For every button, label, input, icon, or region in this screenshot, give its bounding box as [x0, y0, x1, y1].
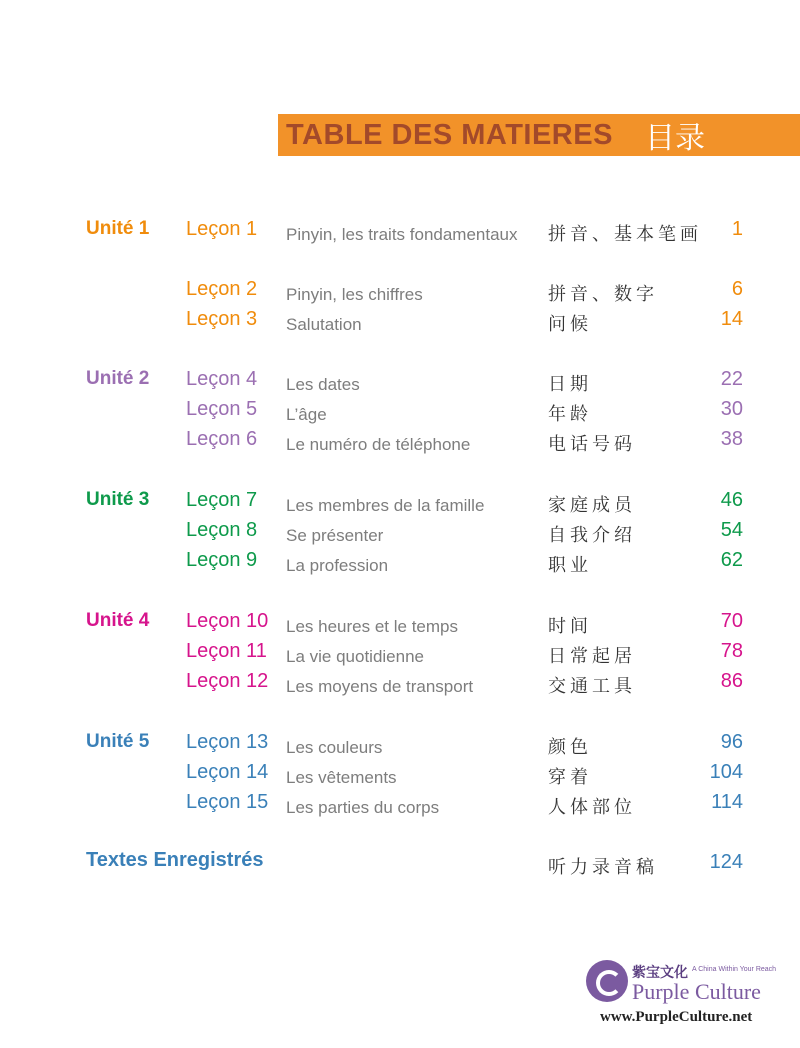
- lesson-title-chinese: 穿着: [548, 767, 592, 788]
- page-title-chinese: 目录: [644, 121, 705, 156]
- unit-label: Unité 2: [86, 368, 150, 389]
- toc-row[interactable]: [0, 789, 800, 819]
- page-number: 96: [720, 731, 743, 753]
- toc-row[interactable]: [0, 216, 800, 246]
- toc-row[interactable]: [0, 396, 800, 426]
- lesson-title-chinese: 拼音、数字: [548, 284, 658, 305]
- toc-row[interactable]: [0, 517, 800, 547]
- lesson-label: Leçon 11: [186, 640, 267, 662]
- watermark-tagline: A China Within Your Reach: [692, 966, 777, 973]
- textes-enregistres-chinese: 听力录音稿: [548, 857, 658, 878]
- unit-label: Unité 4: [86, 610, 150, 631]
- unit-label: Unité 1: [86, 218, 150, 239]
- lesson-title: Les parties du corps: [286, 798, 440, 817]
- lesson-label: Leçon 8: [186, 519, 258, 541]
- lesson-title-chinese: 日常起居: [548, 646, 636, 667]
- page-number: 14: [720, 308, 743, 330]
- page-number: 6: [731, 278, 743, 300]
- page-number: 70: [720, 610, 743, 632]
- page-number: 78: [720, 640, 743, 662]
- lesson-title-chinese: 自我介绍: [548, 525, 636, 546]
- lesson-label: Leçon 10: [186, 610, 269, 632]
- lesson-title: Les moyens de transport: [286, 677, 474, 696]
- lesson-label: Leçon 1: [186, 218, 258, 240]
- toc-row[interactable]: [0, 487, 800, 517]
- lesson-label: Leçon 9: [186, 549, 258, 571]
- toc-row[interactable]: [0, 729, 800, 759]
- lesson-label: Leçon 2: [186, 278, 258, 300]
- lesson-label: Leçon 15: [186, 791, 269, 813]
- title-banner: [278, 114, 800, 156]
- toc-row[interactable]: [0, 366, 800, 396]
- lesson-title-chinese: 拼音、基本笔画: [548, 224, 702, 245]
- unit-label: Unité 3: [86, 489, 150, 510]
- lesson-label: Leçon 12: [186, 670, 269, 692]
- toc-row[interactable]: [0, 668, 800, 698]
- lesson-title: L’âge: [286, 405, 327, 424]
- lesson-label: Leçon 14: [186, 761, 269, 783]
- lesson-title: Les vêtements: [286, 768, 397, 787]
- toc-row[interactable]: [0, 759, 800, 789]
- page-number: 114: [711, 791, 743, 813]
- lesson-title: Le numéro de téléphone: [286, 435, 471, 454]
- page-number: 62: [720, 549, 743, 571]
- lesson-label: Leçon 5: [186, 398, 258, 420]
- watermark-chinese: 紫宝文化: [632, 965, 688, 981]
- unit-label: Unité 5: [86, 731, 150, 752]
- page-title-french: TABLE DES MATIERES: [286, 118, 613, 151]
- lesson-title: Pinyin, les chiffres: [286, 285, 423, 304]
- lesson-title: Se présenter: [286, 526, 384, 545]
- lesson-title-chinese: 颜色: [548, 737, 592, 758]
- lesson-title: Les membres de la famille: [286, 496, 485, 515]
- lesson-title: Les couleurs: [286, 738, 383, 757]
- toc-row[interactable]: [0, 306, 800, 336]
- lesson-title: Les dates: [286, 375, 360, 394]
- lesson-title-chinese: 年龄: [548, 404, 592, 425]
- textes-enregistres-page[interactable]: 124: [709, 851, 743, 873]
- page-number: 54: [720, 519, 743, 541]
- toc-row[interactable]: [0, 608, 800, 638]
- page-number: 86: [720, 670, 743, 692]
- lesson-title-chinese: 电话号码: [548, 434, 636, 455]
- lesson-title-chinese: 日期: [548, 374, 592, 395]
- watermark-name: Purple Culture: [632, 979, 761, 1004]
- lesson-title: Pinyin, les traits fondamentaux: [286, 225, 518, 244]
- lesson-title-chinese: 交通工具: [548, 676, 636, 697]
- watermark-url: www.PurpleCulture.net: [600, 1009, 753, 1025]
- page-number: 30: [720, 398, 743, 420]
- lesson-title: La vie quotidienne: [286, 647, 425, 666]
- page-number: 1: [731, 218, 743, 240]
- page-number: 22: [720, 368, 743, 390]
- purple-culture-logo-icon: [586, 960, 628, 1002]
- lesson-title-chinese: 人体部位: [548, 797, 636, 818]
- lesson-label: Leçon 13: [186, 731, 269, 753]
- lesson-title-chinese: 问候: [548, 314, 592, 335]
- lesson-title-chinese: 家庭成员: [548, 495, 636, 516]
- toc-row[interactable]: [0, 426, 800, 456]
- textes-enregistres-label[interactable]: Textes Enregistrés: [86, 849, 264, 871]
- lesson-title-chinese: 职业: [548, 555, 592, 576]
- lesson-label: Leçon 4: [186, 368, 258, 390]
- page-number: 38: [720, 428, 743, 450]
- page-number: 104: [709, 761, 743, 783]
- lesson-title: La profession: [286, 556, 389, 575]
- purple-culture-watermark: [586, 960, 786, 1030]
- toc-row[interactable]: [0, 276, 800, 306]
- toc-row[interactable]: [0, 547, 800, 577]
- lesson-label: Leçon 7: [186, 489, 258, 511]
- lesson-title: Les heures et le temps: [286, 617, 458, 636]
- toc-row[interactable]: [0, 638, 800, 668]
- lesson-label: Leçon 3: [186, 308, 258, 330]
- lesson-title: Salutation: [286, 315, 362, 334]
- lesson-title-chinese: 时间: [548, 616, 592, 637]
- lesson-label: Leçon 6: [186, 428, 258, 450]
- page-number: 46: [720, 489, 743, 511]
